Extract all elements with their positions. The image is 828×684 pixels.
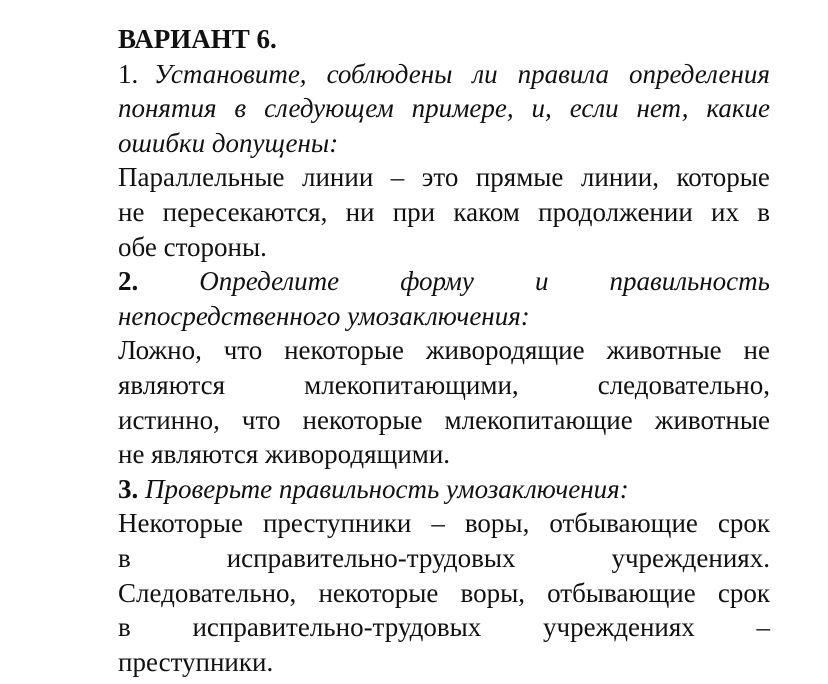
task1-text-line-1: Параллельные линии – это прямые линии, которые [118, 162, 770, 193]
task1-text-line-2: не пересекаются, ни при каком продолжении их в [118, 196, 770, 227]
task2-word-2: форму [400, 266, 474, 297]
task2-text-line-3: истинно, что некоторые млекопитающие животные [118, 404, 770, 435]
task2-instruction-line-1 [118, 264, 770, 299]
task3-number: 3. [118, 473, 139, 504]
task3-text-line-2: в исправительно-трудовых учреждениях. [118, 542, 770, 573]
task3-instruction-text: Проверьте правильность умозаключения: [145, 473, 629, 504]
task3-text-line-4: в исправительно-трудовых учреждениях – [118, 612, 770, 643]
task1-instruction-line-3: ошибки допущены: [118, 127, 339, 158]
task3-instruction-line [118, 472, 770, 507]
task1-number: 1. [118, 58, 139, 89]
task2-word-3: и [534, 266, 549, 297]
task2-text-line-2: являются млекопитающими, следовательно, [118, 369, 770, 400]
task3-text-line-1: Некоторые преступники – воры, отбывающие срок [118, 508, 770, 539]
task2-word-4: правильность [609, 266, 770, 297]
task2-text-line-1: Ложно, что некоторые живородящие животные не [118, 335, 770, 366]
document-page [118, 22, 770, 679]
task3-text-line-3: Следовательно, некоторые воры, отбывающие срок [118, 577, 770, 608]
task3-text-line-5: преступники. [118, 646, 274, 677]
task1-instruction-line-2: понятия в следующем примере, и, если нет, какие [118, 93, 770, 124]
task2-word-1: Определите [199, 266, 340, 297]
task1-instruction-line-1-text: Установите, соблюдены ли правила определения [154, 58, 770, 89]
task1-instruction-line-1 [118, 57, 770, 92]
task1-text-line-3: обе стороны. [118, 231, 267, 262]
task2-instruction-line-2: непосредственного умозаключения: [118, 300, 530, 331]
task2-number: 2. [118, 266, 139, 297]
task2-text-line-4: не являются живородящими. [118, 439, 451, 470]
variant-title: ВАРИАНТ 6. [118, 24, 277, 54]
